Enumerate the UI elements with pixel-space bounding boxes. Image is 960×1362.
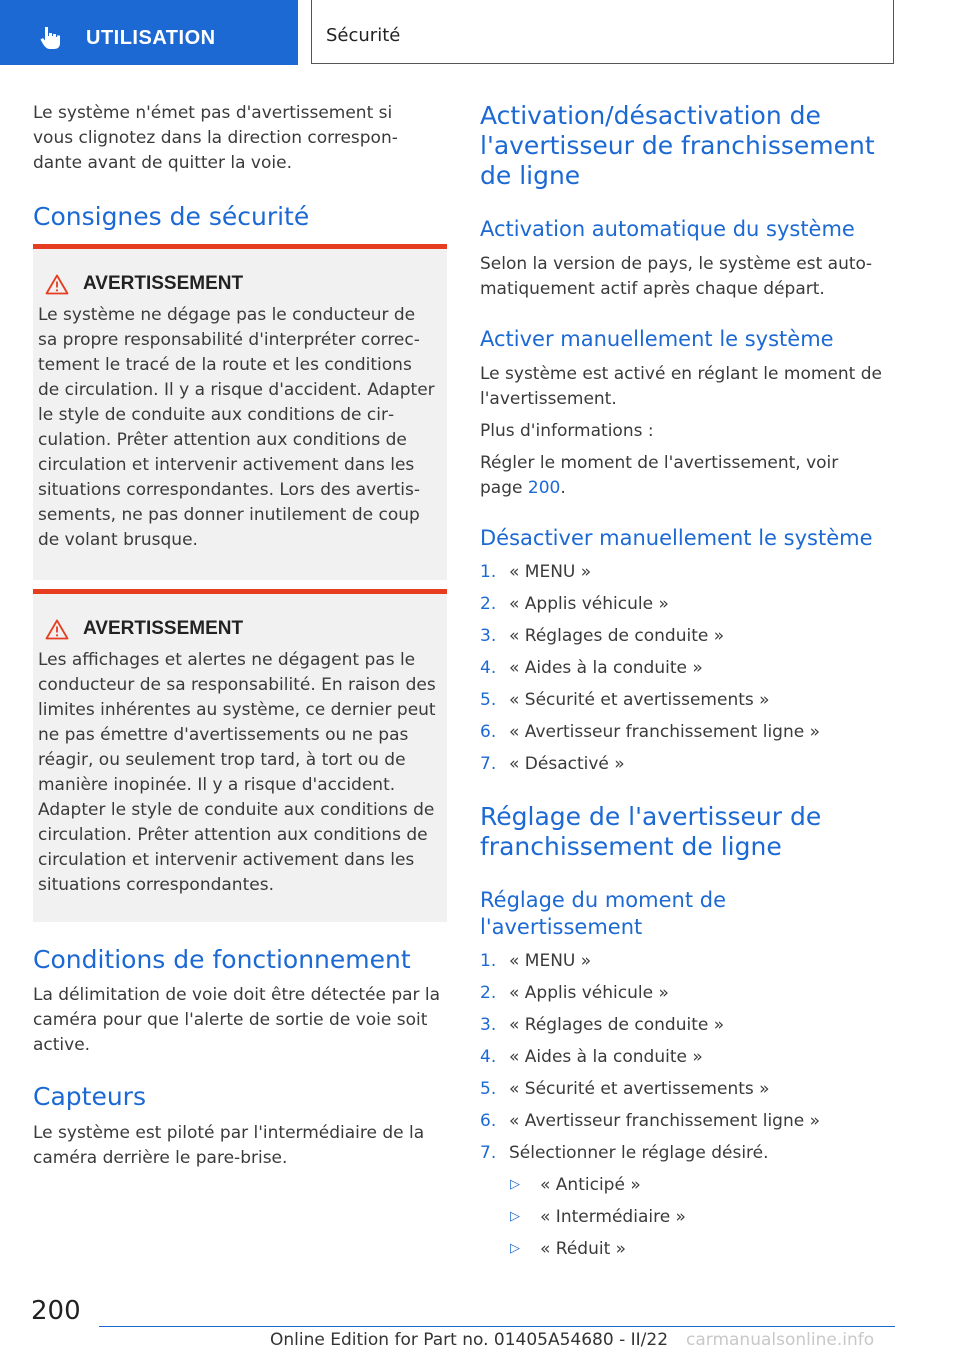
- options-list: [480, 1169, 900, 1265]
- step-number: 6.: [480, 722, 497, 742]
- step-number: 2.: [480, 983, 497, 1003]
- step-text: Sélectionner le réglage désiré.: [509, 1143, 769, 1163]
- warning-box-2: [33, 589, 447, 922]
- step-number: 6.: [480, 1111, 497, 1131]
- page-number: 200: [31, 1296, 81, 1326]
- option-text: « Anticipé »: [540, 1175, 641, 1195]
- page-header: [0, 0, 960, 66]
- manual-on-paragraph: Le système est activé en réglant le moment de l'avertissement.: [480, 364, 882, 409]
- page-reference-end: .: [560, 478, 566, 498]
- sensors-heading: Capteurs: [33, 1082, 146, 1111]
- step-text: « Avertisseur franchissement ligne »: [509, 1111, 820, 1131]
- list-item: [480, 1073, 900, 1105]
- list-item: [480, 1169, 900, 1201]
- step-text: « Sécurité et avertissements »: [509, 690, 770, 710]
- step-number: 5.: [480, 690, 497, 710]
- list-item: [480, 1201, 900, 1233]
- list-item: [480, 588, 900, 620]
- manual-on-heading: Activer manuellement le système: [480, 327, 834, 351]
- step-text: « Désactivé »: [509, 754, 625, 774]
- topic-label: Sécurité: [326, 25, 401, 46]
- warning-text-1: Le système ne dégage pas le conducteur de sa propre responsabilité d'interpréter correctement le tracé de la route et les conditions de circulation. Il y a risque d'accident. Adapter le style de conduite aux conditions de circulation. Prêter attention aux conditions de circulation et intervenir activement dans les situations correspondantes. Lors des avertissements, ne pas donner inutilement de coup de volant brusque.: [38, 305, 435, 550]
- page-reference-text: Régler le moment de l'avertissement, voir page: [480, 453, 839, 498]
- page-reference-link[interactable]: 200: [527, 478, 561, 498]
- auto-activation-paragraph: Selon la version de pays, le système est automatiquement actif après chaque départ.: [480, 254, 873, 299]
- activation-heading: Activation/désactivation de l'avertisseur de franchissement de ligne: [480, 101, 875, 190]
- safety-heading: Consignes de sécurité: [33, 202, 310, 231]
- option-text: « Réduit »: [540, 1239, 627, 1259]
- warning-triangle-icon: [45, 619, 69, 640]
- warning-title-text-1: AVERTISSEMENT: [83, 273, 244, 294]
- watermark-text: carmanualsonline.info: [686, 1330, 875, 1350]
- warning-text-2: Les affichages et alertes ne dégagent pas le conducteur de sa responsabilité. En raison des limites inhérentes au système, ce dernier peut ne pas émettre d'avertissements ou ne pas réagir, ou seulement trop tard, à tort ou de manière inopinée. Il y a risque d'accident. Adapter le style de conduite aux conditions de circulation. Prêter attention aux conditions de circulation et intervenir activement dans les situations correspondantes.: [38, 650, 436, 895]
- list-item: [480, 977, 900, 1009]
- warning-title-text-2: AVERTISSEMENT: [83, 618, 244, 639]
- step-text: « Réglages de conduite »: [509, 1015, 725, 1035]
- setting-heading: Réglage de l'avertisseur de franchissement de ligne: [480, 802, 822, 861]
- section-tab[interactable]: [0, 0, 298, 65]
- edition-text: Online Edition for Part no. 01405A54680 - II/22: [270, 1330, 669, 1350]
- list-item: [480, 1041, 900, 1073]
- warning-title-2: [45, 616, 437, 642]
- step-number: 4.: [480, 1047, 497, 1067]
- list-item: [480, 652, 900, 684]
- intro-paragraph: Le système n'émet pas d'avertissement si vous clignotez dans la direction correspondante avant de quitter la voie.: [33, 103, 398, 173]
- step-number: 3.: [480, 626, 497, 646]
- hand-pointer-icon: [40, 26, 62, 50]
- manual-off-heading: Désactiver manuellement le système: [480, 526, 873, 550]
- list-item: [480, 1105, 900, 1137]
- more-info-text: Plus d'informations :: [480, 421, 654, 441]
- step-text: « Applis véhicule »: [509, 594, 669, 614]
- step-number: 3.: [480, 1015, 497, 1035]
- list-item: [480, 1137, 900, 1169]
- auto-activation-heading: Activation automatique du système: [480, 217, 855, 241]
- off-steps-list: [480, 556, 900, 780]
- step-text: « Réglages de conduite »: [509, 626, 725, 646]
- warning-triangle-icon: [45, 274, 69, 295]
- list-item: [480, 1009, 900, 1041]
- triangle-bullet-icon: ▷: [510, 1209, 520, 1224]
- step-number: 2.: [480, 594, 497, 614]
- triangle-bullet-icon: ▷: [510, 1177, 520, 1192]
- warning-box-1: [33, 244, 447, 580]
- list-item: [480, 556, 900, 588]
- step-number: 7.: [480, 1143, 497, 1163]
- option-text: « Intermédiaire »: [540, 1207, 686, 1227]
- step-number: 1.: [480, 951, 497, 971]
- step-text: « Applis véhicule »: [509, 983, 669, 1003]
- step-number: 4.: [480, 658, 497, 678]
- step-number: 7.: [480, 754, 497, 774]
- list-item: [480, 748, 900, 780]
- list-item: [480, 1233, 900, 1265]
- topic-box: [311, 0, 894, 64]
- list-item: [480, 620, 900, 652]
- timing-steps-list: [480, 945, 900, 1169]
- list-item: [480, 684, 900, 716]
- step-number: 5.: [480, 1079, 497, 1099]
- list-item: [480, 716, 900, 748]
- step-number: 1.: [480, 562, 497, 582]
- step-text: « MENU »: [509, 562, 592, 582]
- conditions-paragraph: La délimitation de voie doit être détectée par la caméra pour que l'alerte de sortie de voie soit active.: [33, 985, 441, 1055]
- step-text: « Aides à la conduite »: [509, 1047, 703, 1067]
- conditions-heading: Conditions de fonctionnement: [33, 945, 411, 974]
- step-text: « Avertisseur franchissement ligne »: [509, 722, 820, 742]
- step-text: « Aides à la conduite »: [509, 658, 703, 678]
- sensors-paragraph: Le système est piloté par l'intermédiaire de la caméra derrière le pare-brise.: [33, 1123, 425, 1168]
- step-text: « MENU »: [509, 951, 592, 971]
- warning-title-1: [45, 271, 437, 297]
- page-reference: [480, 451, 860, 501]
- list-item: [480, 945, 900, 977]
- timing-heading: Réglage du moment de l'avertissement: [480, 888, 726, 939]
- footer-divider: [99, 1326, 895, 1327]
- triangle-bullet-icon: ▷: [510, 1241, 520, 1256]
- section-label: UTILISATION: [86, 27, 216, 49]
- step-text: « Sécurité et avertissements »: [509, 1079, 770, 1099]
